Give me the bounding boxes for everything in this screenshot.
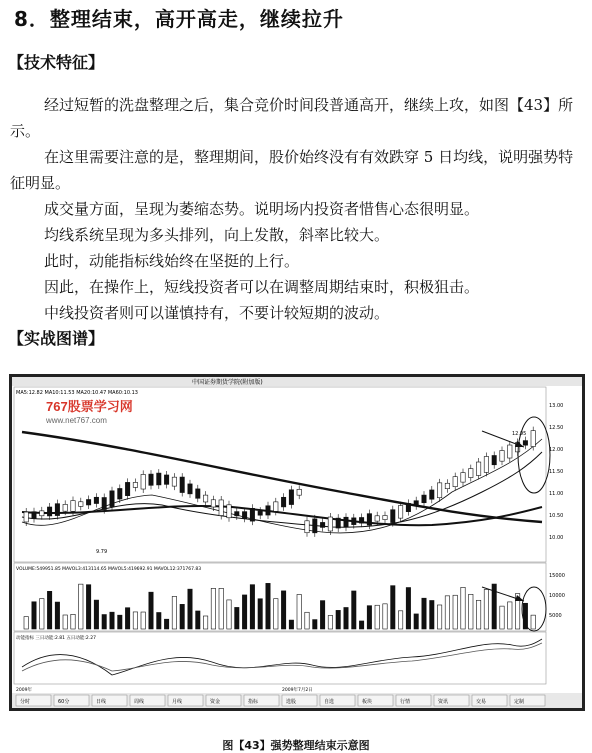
volume-bar — [281, 591, 285, 629]
volume-bar — [71, 614, 75, 629]
volume-bar — [422, 598, 426, 629]
candle-body — [414, 501, 418, 506]
candle-body — [328, 517, 332, 531]
candle-body — [492, 455, 496, 464]
section-heading: 8．整理结束，高开高走，继续拉升 — [14, 7, 344, 31]
volume-legend: VOLUME:549951.85 MAVOL3:413114.65 MAVOL5:419692.91 MAVOL12:371767.83 — [16, 567, 202, 572]
volume-bar — [188, 589, 192, 629]
bottom-year: 2009年 — [16, 688, 32, 693]
candle-body — [422, 495, 426, 503]
candle-body — [445, 483, 449, 488]
volume-bar — [94, 600, 98, 629]
paragraph: 此时，动能指标线始终在坚挺的上行。 — [44, 252, 300, 270]
volume-bar — [476, 600, 480, 629]
volume-bar — [133, 612, 137, 629]
price-tick-label: 12.50 — [549, 425, 564, 431]
candle-body — [305, 521, 309, 533]
volume-bar — [320, 601, 324, 629]
watermark-url: www.net767.com — [46, 416, 107, 425]
candle-body — [336, 518, 340, 528]
candle-body — [242, 512, 246, 519]
momentum-line-3 — [22, 639, 542, 675]
volume-bar — [274, 599, 278, 629]
candle-body — [188, 484, 192, 494]
volume-bar — [289, 620, 293, 629]
candle-body — [500, 451, 504, 462]
candle-body — [157, 473, 161, 485]
volume-bar — [297, 594, 301, 629]
price-axis — [549, 403, 563, 541]
candle-body — [352, 518, 356, 525]
volume-bar — [375, 605, 379, 629]
chart-tab-label: 资讯 — [438, 699, 449, 705]
candle-body — [32, 512, 36, 519]
candle-body — [437, 483, 441, 498]
chart-tab-label: 定制 — [514, 699, 525, 705]
volume-bar — [367, 606, 371, 629]
candle-body — [227, 505, 231, 518]
candle-body — [508, 445, 512, 458]
candle-body — [203, 495, 207, 502]
volume-bar — [196, 611, 200, 629]
chart-section-heading: 【实战图谱】 — [8, 329, 105, 348]
bottom-date: 2009年7月2日 — [282, 688, 313, 693]
volume-tick-label: 15000 — [549, 573, 565, 579]
candle-body — [149, 474, 153, 485]
low-price-label: 9.79 — [96, 549, 108, 555]
chart-tab-label: 板块 — [362, 699, 373, 705]
candle-body — [476, 462, 480, 475]
candle-body — [367, 514, 371, 525]
candle-body — [125, 482, 129, 495]
volume-bar — [305, 612, 309, 629]
volume-bar — [157, 612, 161, 629]
volume-bar — [461, 587, 465, 629]
candle-body — [141, 474, 145, 489]
candle-body — [297, 489, 301, 495]
candle-body — [133, 482, 137, 487]
volume-panel — [14, 563, 546, 631]
volume-bar — [55, 602, 59, 629]
volume-bar — [102, 615, 106, 629]
price-tick-label: 11.00 — [549, 491, 564, 497]
candle-body — [320, 522, 324, 527]
highlight-circle-price — [518, 417, 550, 493]
candle-body — [55, 504, 59, 516]
candle-body — [289, 490, 293, 505]
candle-body — [453, 477, 457, 487]
ma10-line — [22, 452, 542, 527]
candle-body — [461, 473, 465, 483]
volume-bar — [328, 615, 332, 629]
candle-body — [172, 477, 176, 486]
watermark-brand: 767股票学习网 — [46, 399, 133, 414]
volume-bar — [227, 600, 231, 629]
candle-body — [344, 517, 348, 527]
volume-bar — [149, 592, 153, 629]
candle-body — [531, 431, 535, 447]
candle-body — [391, 510, 395, 523]
candle-body — [102, 498, 106, 510]
candle-body — [258, 511, 262, 515]
volume-bar — [344, 607, 348, 629]
chart-tab-label: 行情 — [400, 699, 411, 705]
volume-bar — [164, 619, 168, 629]
candle-body — [219, 500, 223, 516]
chart-tab-label: 资金 — [210, 699, 221, 705]
volume-bar — [469, 594, 473, 629]
volume-bar — [336, 610, 340, 629]
volume-bar — [258, 599, 262, 629]
chart-tab-label: 自选 — [324, 699, 335, 705]
stock-chart-svg — [12, 377, 582, 708]
candle-body — [274, 502, 278, 511]
tech-feature-heading: 【技术特征】 — [8, 53, 105, 72]
candle-body — [523, 441, 527, 446]
candle-body — [375, 516, 379, 521]
volume-bar — [118, 615, 122, 629]
candle-body — [180, 477, 184, 492]
volume-bar — [313, 620, 317, 629]
volume-bar — [352, 591, 356, 629]
volume-tick-label: 5000 — [549, 613, 562, 619]
candle-body — [313, 519, 317, 533]
volume-bar — [32, 602, 36, 629]
volume-bar — [63, 615, 67, 629]
candles — [24, 427, 535, 537]
volume-bar — [235, 607, 239, 629]
high-price-label: 12.95 — [512, 431, 527, 437]
figure-caption: 图【43】强势整理结束示意图 — [222, 739, 370, 752]
chart-tab-label: 分时 — [20, 699, 31, 705]
volume-bars — [24, 583, 535, 629]
candle-body — [110, 491, 114, 507]
paragraph: 经过短暂的洗盘整理之后，集合竞价时间段普通高开，继续上攻，如图【43】所示。 — [10, 96, 574, 140]
candle-body — [484, 457, 488, 473]
chart-tab-label: 日线 — [96, 699, 107, 705]
chart-tab-label: 选股 — [286, 699, 297, 705]
paragraph: 在这里需要注意的是，整理期间，股价始终没有有效跌穿 5 日均线，说明强势特征明显。 — [10, 148, 574, 192]
candle-body — [250, 508, 254, 521]
volume-bar — [406, 588, 410, 629]
candle-body — [406, 503, 410, 511]
chart-tab-label: 交易 — [476, 699, 487, 705]
volume-bar — [125, 608, 129, 629]
candle-body — [398, 506, 402, 519]
arrow-head-icon — [515, 441, 524, 447]
price-tick-label: 10.00 — [549, 535, 564, 541]
candle-body — [266, 506, 270, 515]
volume-bar — [500, 606, 504, 629]
chart-top-title: 中国证券期货学院(附加版) — [192, 379, 263, 386]
volume-bar — [40, 599, 44, 629]
volume-bar — [508, 602, 512, 629]
stock-chart-figure — [9, 374, 585, 711]
candle-body — [383, 515, 387, 519]
candle-body — [71, 501, 75, 512]
volume-bar — [203, 616, 207, 629]
chart-tab-label: 60分 — [58, 699, 70, 705]
candle-body — [430, 490, 434, 499]
paragraph: 因此，在操作上，短线投资者可以在调整周期结束时，积极狙击。 — [44, 278, 480, 296]
price-tick-label: 12.00 — [549, 447, 564, 453]
candle-body — [86, 500, 90, 505]
volume-bar — [453, 595, 457, 629]
chart-tab-label: 月线 — [172, 699, 183, 705]
volume-bar — [250, 585, 254, 629]
volume-bar — [47, 591, 51, 629]
volume-bar — [86, 585, 90, 629]
candle-body — [235, 512, 239, 516]
body-text — [10, 92, 582, 326]
menu-bar — [12, 377, 582, 386]
candle-body — [469, 469, 473, 478]
candle-body — [63, 504, 67, 511]
volume-bar — [414, 614, 418, 629]
candle-body — [40, 511, 44, 516]
volume-bar — [24, 617, 28, 629]
candle-body — [196, 489, 200, 498]
volume-bar — [141, 612, 145, 629]
price-tick-label: 13.00 — [549, 403, 564, 409]
paragraph: 中线投资者则可以谨慎持有，不要计较短期的波动。 — [44, 304, 390, 322]
volume-bar — [79, 584, 83, 629]
ma5-line — [22, 439, 542, 533]
volume-bar — [211, 588, 215, 629]
volume-bar — [266, 583, 270, 629]
paragraph: 均线系统呈现为多头排列，向上发散，斜率比较大。 — [44, 226, 390, 244]
candle-body — [281, 497, 285, 507]
indicator-legend: 动能指标 三日动能:2.81 五日动能:2.27 — [16, 636, 96, 641]
candle-body — [94, 497, 98, 503]
volume-bar — [180, 604, 184, 629]
price-tick-label: 11.50 — [549, 469, 564, 475]
volume-bar — [531, 615, 535, 629]
volume-bar — [398, 611, 402, 629]
volume-bar — [391, 586, 395, 629]
candle-body — [164, 475, 168, 484]
volume-tick-label: 10000 — [549, 593, 565, 599]
volume-bar — [219, 588, 223, 629]
ma-legend: MA5:12.82 MA10:11.53 MA20:10.47 MA60:10.13 — [16, 390, 138, 396]
volume-bar — [110, 612, 114, 629]
candle-body — [79, 502, 83, 507]
chart-tab-label: 指标 — [248, 699, 259, 705]
volume-bar — [359, 621, 363, 629]
volume-bar — [430, 600, 434, 629]
volume-bar — [484, 589, 488, 629]
candle-body — [211, 500, 215, 507]
volume-bar — [383, 604, 387, 629]
chart-tab-label: 周线 — [134, 699, 145, 705]
volume-bar — [445, 596, 449, 629]
volume-bar — [437, 605, 441, 629]
paragraph: 成交量方面，呈现为萎缩态势。说明场内投资者惜售心态很明显。 — [44, 200, 480, 218]
candle-body — [24, 512, 28, 522]
candle-body — [359, 517, 363, 523]
volume-bar — [242, 595, 246, 629]
candle-body — [118, 488, 122, 499]
volume-bar — [172, 596, 176, 629]
price-tick-label: 10.50 — [549, 513, 564, 519]
candle-body — [47, 507, 51, 516]
volume-axis — [549, 573, 565, 619]
